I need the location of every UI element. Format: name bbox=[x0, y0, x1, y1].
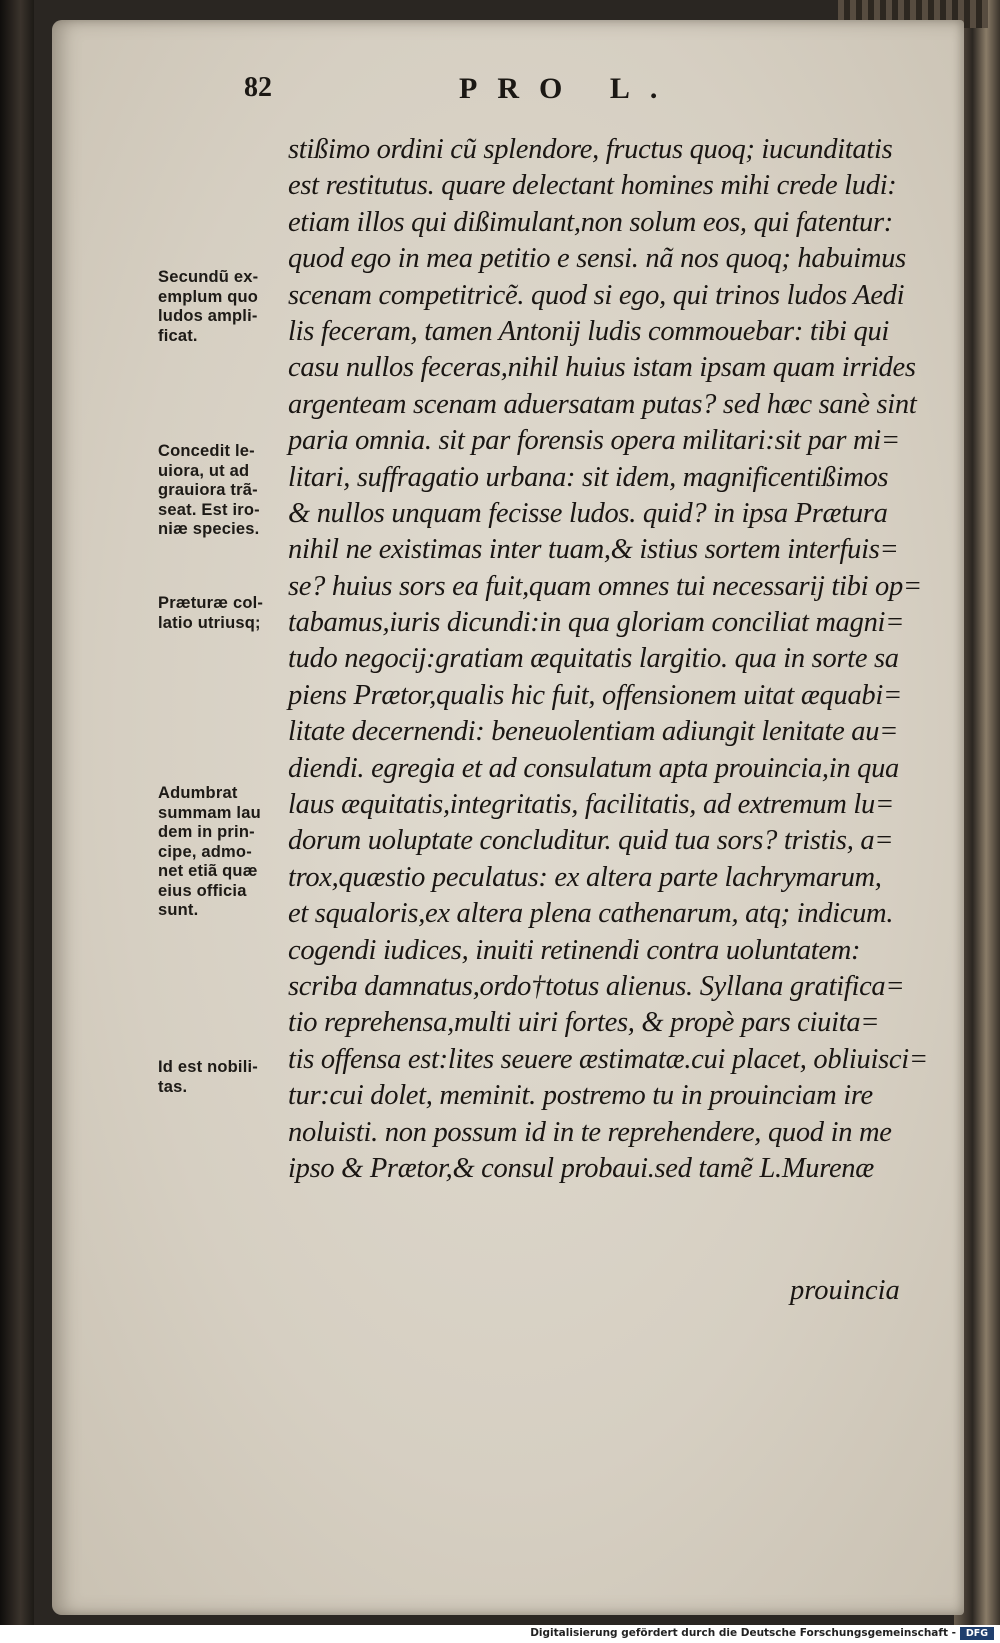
text-line: diendi. egregia et ad consulatum apta prouincia,in qua bbox=[288, 752, 899, 784]
marginal-line: sunt. bbox=[158, 901, 199, 919]
running-title: PRO L. bbox=[459, 72, 678, 105]
marginal-line: ludos ampli- bbox=[158, 307, 258, 325]
marginal-line: net etiã quæ bbox=[158, 862, 258, 880]
marginal-line: seat. Est iro- bbox=[158, 500, 260, 519]
text-line: noluisti. non possum id in te reprehendere, quod in me bbox=[288, 1116, 892, 1148]
text-line: se? huius sors ea fuit,quam omnes tui necessarij tibi op= bbox=[288, 570, 922, 602]
text-line: et squaloris,ex altera plena cathenarum, atq; indicum. bbox=[288, 898, 894, 930]
text-line: casu nullos feceras,nihil huius istam ipsam quam irrides bbox=[288, 352, 916, 384]
text-line: scriba damnatus,ordo†totus alienus. Syllana gratifica= bbox=[288, 970, 905, 1002]
marginal-note-3 bbox=[158, 594, 286, 633]
text-line: piens Prætor,qualis hic fuit, offensionem uitat æquabi= bbox=[288, 679, 902, 711]
marginal-line: grauiora trã- bbox=[158, 481, 258, 499]
marginal-line: niæ species. bbox=[158, 520, 260, 538]
marginal-line: tas. bbox=[158, 1077, 188, 1096]
text-line: laus æquitatis,integritatis, facilitatis, ad extremum lu= bbox=[288, 789, 894, 821]
marginal-line: dem in prin- bbox=[158, 823, 255, 841]
text-line: nihil ne existimas inter tuam,& istius sortem interfuis= bbox=[288, 534, 899, 566]
marginal-line: latio utriusq; bbox=[158, 613, 261, 632]
text-line: tio reprehensa,multi uiri fortes, & propè pars ciuita= bbox=[288, 1007, 880, 1039]
digitization-credit: Digitalisierung gefördert durch die Deutsche Forschungsgemeinschaft - bbox=[530, 1627, 956, 1639]
text-line: stißimo ordini cũ splendore, fructus quoq; iucunditatis bbox=[288, 134, 893, 165]
text-line: cogendi iudices, inuiti retinendi contra uoluntatem: bbox=[288, 934, 861, 966]
text-line: paria omnia. sit par forensis opera militari:sit par mi= bbox=[288, 425, 900, 457]
text-line: tis offensa est:lites seuere æstimatæ.cui placet, obliuisci= bbox=[288, 1043, 928, 1075]
text-line: litate decernendi: beneuolentiam adiungit lenitate au= bbox=[288, 716, 899, 748]
marginal-line: Concedit le- bbox=[158, 442, 255, 460]
marginal-note-2 bbox=[158, 442, 286, 540]
folio-number: 82 bbox=[244, 72, 272, 103]
text-line: scenam competitricẽ. quod si ego, qui trinos ludos Aedi bbox=[288, 279, 905, 311]
marginal-line: Secundũ ex- bbox=[158, 268, 259, 286]
marginal-line: eius officia bbox=[158, 881, 247, 900]
main-text-block bbox=[288, 132, 933, 1187]
text-line: argenteam scenam aduersatam putas? sed hæc sanè sint bbox=[288, 388, 917, 420]
text-line: quod ego in mea petitio e sensi. nã nos quoq; habuimus bbox=[288, 243, 906, 275]
marginal-line: Id est nobili- bbox=[158, 1058, 258, 1076]
book-spine-shadow bbox=[0, 0, 34, 1625]
marginal-line: summam lau bbox=[158, 803, 261, 822]
text-line: est restitutus. quare delectant homines mihi crede ludi: bbox=[288, 170, 897, 202]
text-line: etiam illos qui dißimulant,non solum eos, qui fatentur: bbox=[288, 206, 893, 238]
text-line: tudo negocij:gratiam æquitatis largitio. qua in sorte sa bbox=[288, 643, 899, 675]
marginal-line: emplum quo bbox=[158, 287, 259, 306]
text-line: ipso & Prætor,& consul probaui.sed tamẽ L.Murenæ bbox=[288, 1152, 874, 1184]
marginal-line: cipe, admo- bbox=[158, 842, 252, 861]
text-line: lis feceram, tamen Antonij ludis commouebar: tibi qui bbox=[288, 315, 890, 347]
text-line: dorum uoluptate concluditur. quid tua sors? tristis, a= bbox=[288, 825, 894, 857]
text-line: tabamus,iuris dicundi:in qua gloriam conciliat magni= bbox=[288, 607, 905, 639]
marginal-line: Præturæ col- bbox=[158, 594, 264, 612]
marginal-line: Adumbrat bbox=[158, 784, 238, 802]
marginal-note-1 bbox=[158, 268, 286, 346]
dfg-logo: DFG bbox=[960, 1627, 994, 1640]
text-line: tur:cui dolet, meminit. postremo tu in prouinciam ire bbox=[288, 1080, 873, 1112]
page-header bbox=[244, 72, 764, 112]
catchword: prouincia bbox=[790, 1275, 900, 1306]
text-line: & nullos unquam fecisse ludos. quid? in ipsa Prætura bbox=[288, 497, 888, 529]
marginal-line: uiora, ut ad bbox=[158, 461, 250, 480]
text-line: litari, suffragatio urbana: sit idem, magnificentißimos bbox=[288, 461, 889, 493]
marginal-line: ficat. bbox=[158, 326, 198, 345]
marginal-note-4 bbox=[158, 784, 286, 921]
marginal-note-5 bbox=[158, 1058, 286, 1097]
text-line: trox,quæstio peculatus: ex altera parte lachrymarum, bbox=[288, 861, 882, 893]
